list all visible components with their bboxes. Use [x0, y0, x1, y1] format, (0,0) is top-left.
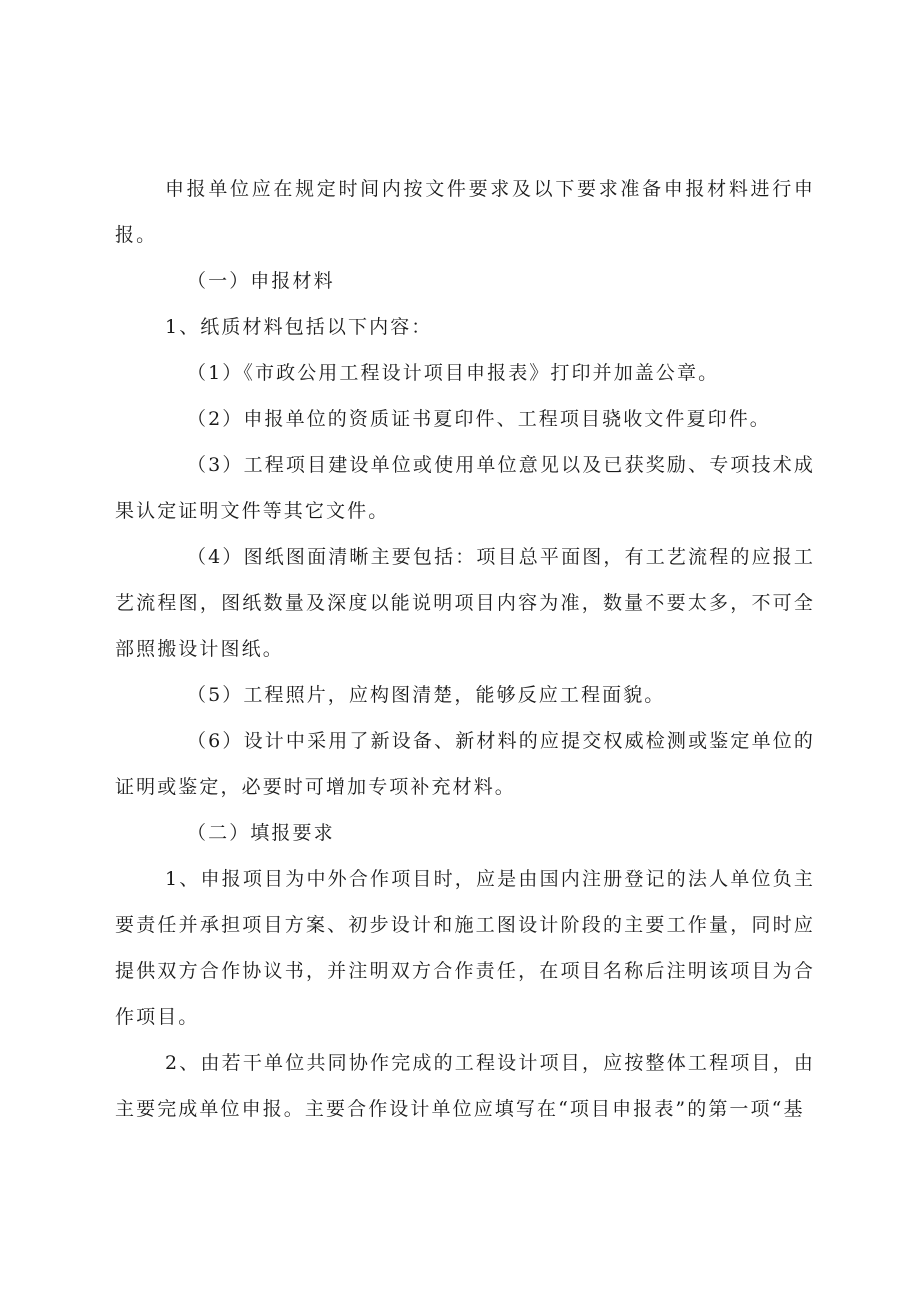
paragraph-paper-materials: 1、纸质材料包括以下内容： — [165, 316, 433, 338]
section-heading-materials: （一）申报材料 — [187, 270, 335, 292]
list-item-1: （1）《市政公用工程设计项目申报表》打印并加盖公章。 — [187, 362, 720, 384]
paragraph-intro: 申报单位应在规定时间内按文件要求及以下要求准备申报材料进行申报。 — [115, 178, 815, 246]
list-item-3: （3）工程项目建设单位或使用单位意见以及已获奖励、专项技术成果认定证明文件等其它文件。 — [115, 454, 815, 522]
list-item-4: （4）图纸图面清晰主要包括：项目总平面图，有工艺流程的应报工艺流程图，图纸数量及深度以能说明项目内容为准，数量不要太多，不可全部照搬设计图纸。 — [115, 546, 815, 660]
section-heading-requirements: （二）填报要求 — [187, 822, 335, 844]
document-body — [115, 166, 815, 1132]
list-item-6: （6）设计中采用了新设备、新材料的应提交权威检测或鉴定单位的证明或鉴定，必要时可增加专项补充材料。 — [115, 730, 815, 798]
paragraph-requirement-2: 2、由若干单位共同协作完成的工程设计项目，应按整体工程项目，由主要完成单位申报。主要合作设计单位应填写在“项目申报表”的第一项“基 — [115, 1052, 815, 1120]
list-item-5: （5）工程照片，应构图清楚，能够反应工程面貌。 — [187, 684, 666, 706]
list-item-2: （2）申报单位的资质证书夏印件、工程项目骁收文件夏印件。 — [187, 408, 771, 430]
paragraph-requirement-1: 1、申报项目为中外合作项目时，应是由国内注册登记的法人单位负主要责任并承担项目方案、初步设计和施工图设计阶段的主要工作量，同时应提供双方合作协议书，并注明双方合作责任，在项目名称后注明该项目为合作项目。 — [115, 868, 815, 1028]
